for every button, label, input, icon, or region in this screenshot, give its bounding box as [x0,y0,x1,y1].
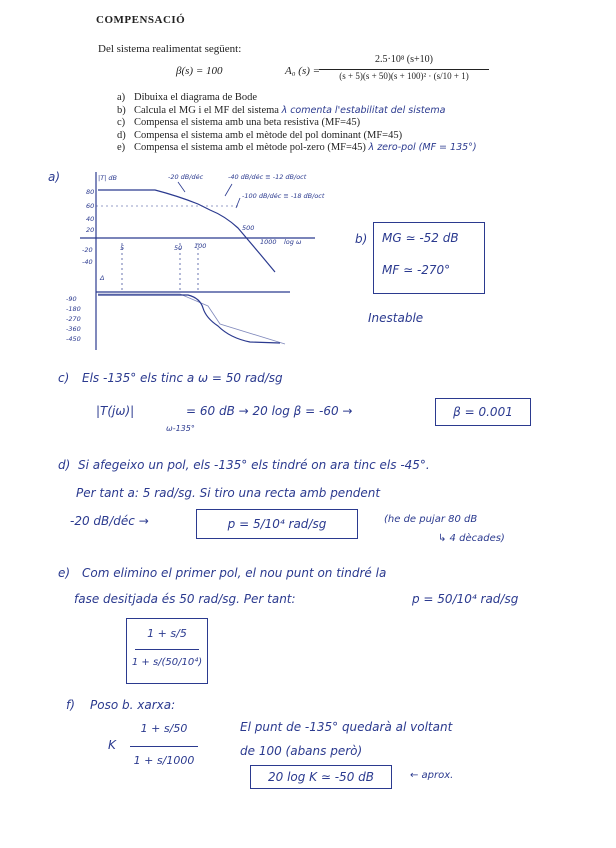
ao-denominator: (s + 5)(s + 50)(s + 100)² · (s/10 + 1) [339,71,469,81]
answer-f-approx: ← aprox. [410,770,454,781]
slope-annotation: -40 dB/déc ≡ -12 dB/oct [228,173,307,181]
answer-c-tjw: |T(jω)| [96,404,135,418]
question-list [117,92,477,155]
tf-bar [135,649,199,650]
answer-d-note1: (he de pujar 80 dB [384,514,478,525]
phase-tick: -360 [66,325,81,333]
answer-f-note1: El punt de -135° quedarà al voltant [240,720,453,734]
answer-f-tf [124,718,204,780]
label-e: e) [58,566,71,580]
ao-fraction [319,54,489,81]
mag-tick: 80 [86,188,95,196]
label-d: d) [58,458,71,472]
answer-c-equation: = 60 dB → 20 log β = -60 → [186,404,353,418]
gain-result: 20 log K ≃ -50 dB [250,765,392,789]
verdict: Inestable [368,311,424,325]
answer-d-line1: Si afegeixo un pol, els -135° els tindré on ara tinc els -45°. [78,458,430,472]
answer-f-note2: de 100 (abans però) [240,744,363,758]
label-f: f) [66,698,75,712]
beta-result: β = 0.001 [435,398,531,426]
fraction-bar [319,69,489,70]
handwritten-note: λ zero-pol (MF = 135°) [368,142,477,153]
mf-value: MF ≃ -270° [382,263,451,277]
freq-tick: 50 [174,244,183,252]
phase-axis-label: Δ [100,274,105,282]
freq-tick: 5 [120,244,125,252]
mag-tick: 60 [86,202,95,210]
mag-tick: -40 [82,258,93,266]
phase-curve [98,295,280,343]
mag-tick: -20 [82,246,93,254]
freq-tick: 500 [242,224,255,232]
answer-e-pole: p = 50/10⁴ rad/sg [412,592,519,606]
mg-value: MG ≃ -52 dB [382,231,459,245]
ao-numerator: 2.5·10⁸ (s+10) [374,54,433,65]
freq-tick: 1000 [260,238,277,246]
pole-result: p = 5/10⁴ rad/sg [196,509,358,539]
mag-tick: 40 [86,215,95,223]
label-a: a) [48,170,61,184]
tf-denominator: 1 + s/1000 [133,754,195,767]
mag-axis-label: |T| dB [98,174,118,182]
answer-d-note2: ↳ 4 dècades) [438,533,505,544]
question-item: a) Dibuixa el diagrama de Bode [117,92,258,103]
tf-denominator: 1 + s/(50/10⁴) [131,657,203,668]
ao-label: A₀ (s) = [285,65,321,77]
bode-diagram [60,168,350,353]
question-item: b) Calcula el MG i el MF del sistema λ comenta l'estabilitat del sistema [117,104,446,116]
answer-f-intro: Poso b. xarxa: [90,698,176,712]
label-b: b) [355,232,368,246]
phase-tick: -180 [66,305,81,313]
freq-tick: 100 [194,242,207,250]
question-item: e) Compensa el sistema amb el mètode pol-zero (MF=45) λ zero-pol (MF = 135°) [117,142,477,153]
phase-tick: -90 [66,295,77,303]
handwritten-note: λ comenta l'estabilitat del sistema [281,104,446,116]
tf-bar [130,746,198,747]
label-c: c) [58,371,70,385]
freq-axis-label: log ω [284,238,302,246]
phase-tick: -450 [66,335,81,343]
answer-d-line3: -20 dB/déc → [70,514,149,528]
phase-asymptote [98,294,285,344]
beta-expression: β(s) = 100 [176,65,223,77]
question-item: d) Compensa el sistema amb el mètode del pol dominant (MF=45) [117,129,403,141]
intro-text: Del sistema realimentat següent: [98,43,242,55]
slope-annotation: -20 dB/déc [168,173,204,181]
answer-b-box [373,222,485,294]
answer-e-line2: fase desitjada és 50 rad/sg. Per tant: [74,592,296,606]
question-item: c) Compensa el sistema amb una beta resistiva (MF=45) [117,117,361,128]
answer-c-line1: Els -135° els tinc a ω = 50 rad/sg [82,371,283,385]
answer-e-line1: Com elimino el primer pol, el nou punt on tindré la [82,566,387,580]
answer-f-k: K [108,738,116,752]
slope-annotation: -100 dB/déc ≡ -18 dB/oct [242,192,325,200]
mag-tick: 20 [86,226,95,234]
answer-c-subscript: ω-135° [166,424,195,433]
tf-numerator: 1 + s/5 [147,627,187,640]
phase-tick: -270 [66,315,81,323]
tf-numerator: 1 + s/50 [140,722,188,735]
page-title: COMPENSACIÓ [96,14,186,26]
answer-d-line2: Per tant a: 5 rad/sg. Si tiro una recta amb pendent [76,486,381,500]
answer-e-tf-box [126,618,208,684]
